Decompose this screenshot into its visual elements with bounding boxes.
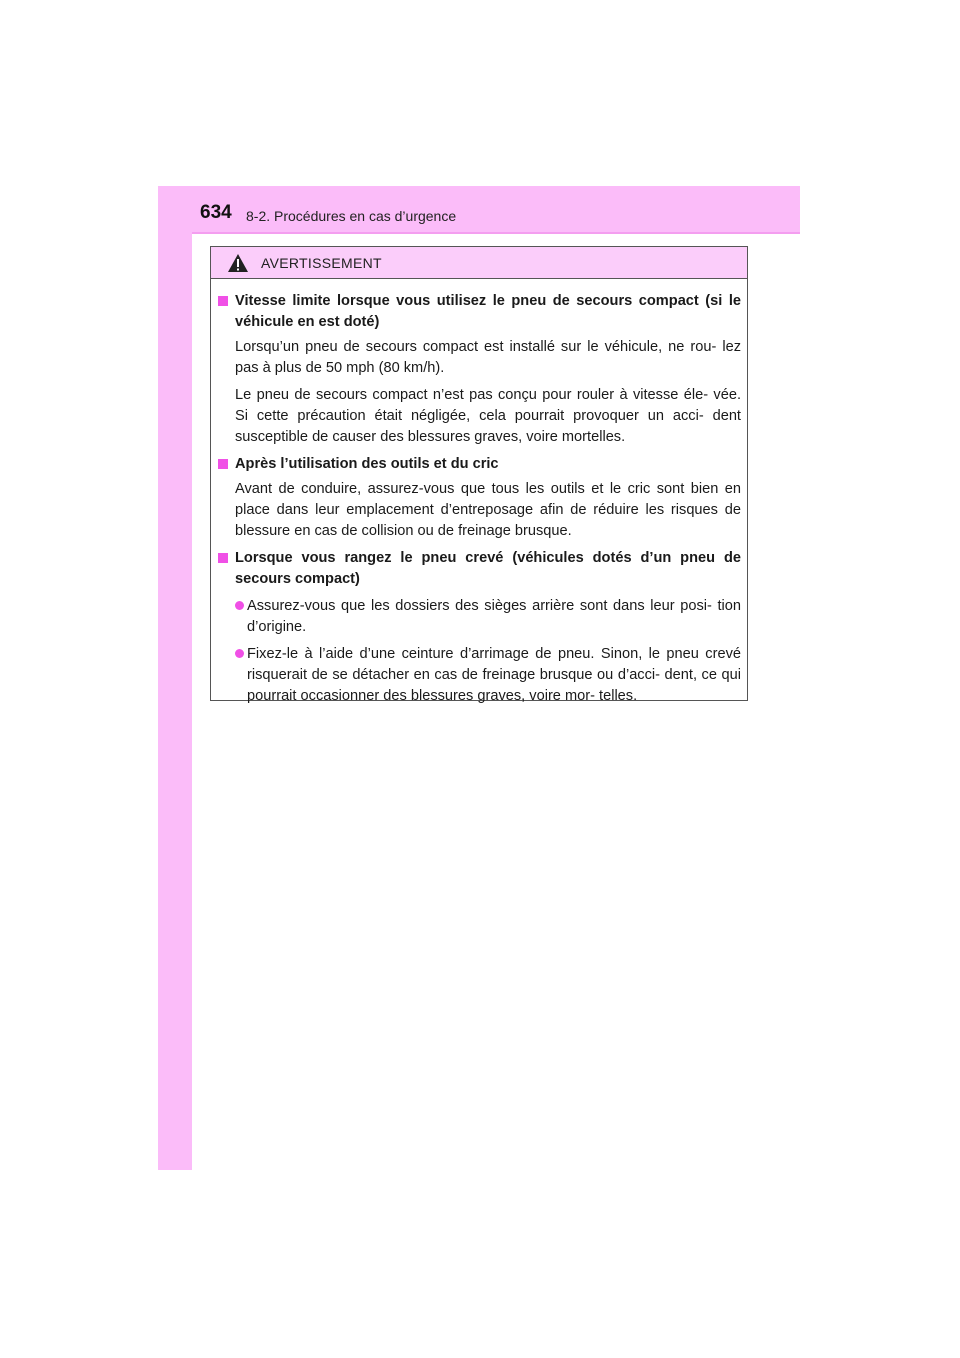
page-number: 634 [200, 202, 232, 223]
warning-header [211, 247, 747, 279]
warning-heading-flat-tire: Lorsque vous rangez le pneu crevé (véhicules dotés d’un pneu de secours compact) [217, 548, 741, 590]
square-bullet-icon [218, 296, 228, 306]
paragraph: Lorsqu’un pneu de secours compact est installé sur le véhicule, ne rou- lez pas à plus de 50 mph (80 km/h). [235, 339, 741, 376]
list-item: Assurez-vous que les dossiers des sièges arrière sont dans leur posi- tion d’origine. [217, 596, 741, 638]
warning-body [211, 279, 747, 717]
paragraph: Avant de conduire, assurez-vous que tous les outils et le cric sont bien en place dans leur emplacement d’entreposage afin de réduire les risques de blessure en cas de collision ou de freinage brusque. [235, 481, 741, 539]
square-bullet-icon [218, 459, 228, 469]
square-bullet-icon [218, 553, 228, 563]
paragraph: Le pneu de secours compact n’est pas conçu pour rouler à vitesse éle- vée. Si cette précaution était négligée, cela pourrait provoquer un acci- dent susceptible de causer des blessures graves, voire mortelles. [235, 387, 741, 445]
warning-box [210, 246, 748, 704]
warning-title: AVERTISSEMENT [261, 254, 382, 271]
warning-triangle-icon [227, 253, 249, 273]
side-tab-band [158, 186, 192, 1170]
warning-heading-spare-speed: Vitesse limite lorsque vous utilisez le pneu de secours compact (si le véhicule en est doté) [217, 291, 741, 333]
list-item: Fixez-le à l’aide d’une ceinture d’arrimage de pneu. Sinon, le pneu crevé risquerait de se détacher en cas de freinage brusque ou d’acci- dent, ce qui pourrait occasionner des blessures graves, voire mor- telles. [217, 644, 741, 707]
circle-bullet-icon [235, 649, 244, 658]
circle-bullet-icon [235, 601, 244, 610]
header-rule [192, 232, 800, 234]
warning-heading-tools: Après l’utilisation des outils et du cric [217, 454, 741, 475]
section-title: 8-2. Procédures en cas d’urgence [246, 208, 457, 224]
